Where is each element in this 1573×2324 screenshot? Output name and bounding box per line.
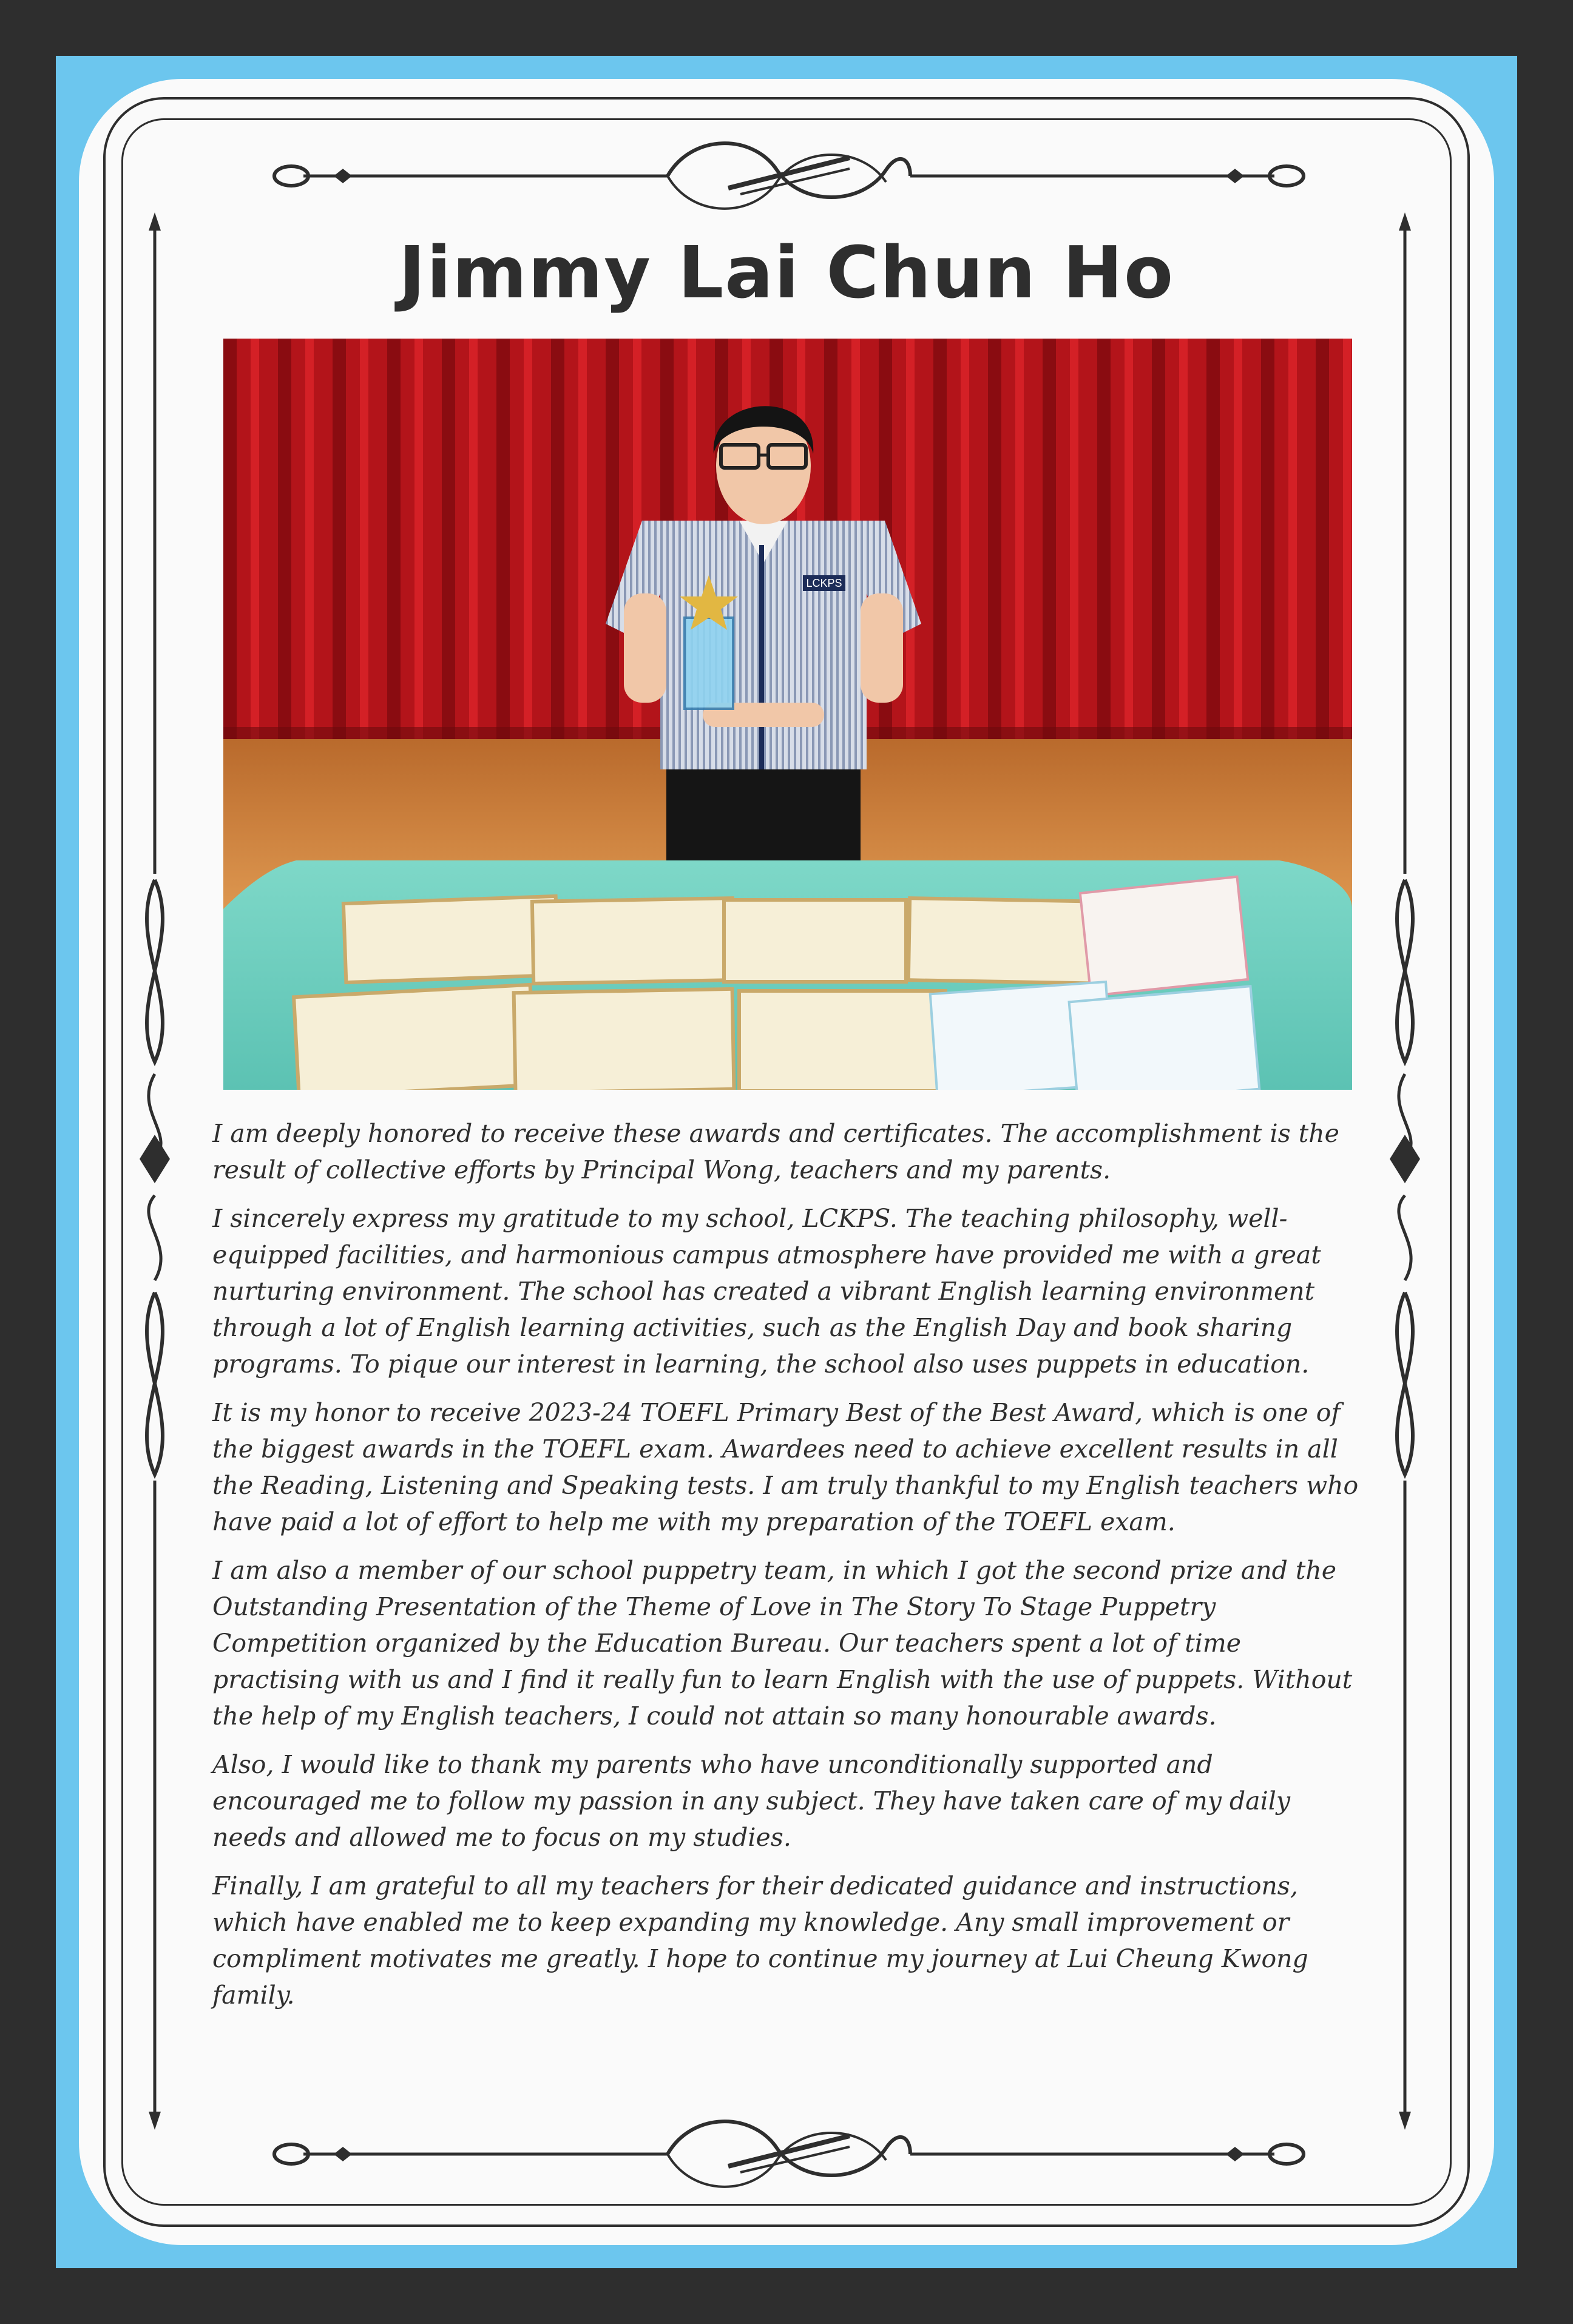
paragraph-toefl-award: It is my honor to receive 2023-24 TOEFL Primary Best of the Best Award, which is one of the biggest awards in the TOEFL exam. Awardees need to achieve excellent results in all the Reading, Listening and Speaking tests. I am truly thankful to my English teachers who have paid a lot of effort to help me with my preparation of the TOEFL exam.	[212, 1398, 1359, 1536]
award-photo	[223, 339, 1352, 1090]
right-side-flourish-icon	[1372, 212, 1438, 2130]
paragraph-parents: Also, I would like to thank my parents who have unconditionally supported and encouraged me to follow my passion in any subject. They have taken care of my daily needs and allowed me to focus on my studies.	[212, 1750, 1290, 1852]
top-flourish-icon	[267, 121, 1311, 231]
bottom-flourish-icon	[267, 2099, 1311, 2209]
corner-square-top-right	[1475, 56, 1517, 98]
photo-illustration	[223, 339, 1352, 1090]
corner-square-bottom-right	[1475, 2226, 1517, 2268]
paragraph-closing: Finally, I am grateful to all my teachers for their dedicated guidance and instructions, which have enabled me to keep expanding my knowledge. Any small improvement or compliment motivates me greatly. I hope to continue my journey at Lui Cheung Kwong family.	[212, 1871, 1308, 2010]
paragraph-puppetry: I am also a member of our school puppetry team, in which I got the second prize and the Outstanding Presentation of the Theme of Love in The Story To Stage Puppetry Competition organized by the Education Bureau. Our teachers spent a lot of time practising with us and I find it really fun to learn English with the use of puppets. Without the help of my English teachers, I could not attain so many honourable awards.	[212, 1556, 1353, 1731]
page-title: Jimmy Lai Chun Ho	[398, 231, 1175, 314]
left-side-flourish-icon	[121, 212, 188, 2130]
corner-square-bottom-left	[56, 2226, 98, 2268]
body-text	[212, 1115, 1365, 2025]
paragraph-school: I sincerely express my gratitude to my school, LCKPS. The teaching philosophy, well-equipped facilities, and harmonious campus atmosphere have provided me with a great nurturing environment. The school has created a vibrant English learning environment through a lot of English learning activities, such as the English Day and book sharing programs. To pique our interest in learning, the school also uses puppets in education.	[212, 1204, 1321, 1379]
corner-square-top-left	[56, 56, 98, 98]
paragraph-gratitude-intro: I am deeply honored to receive these awards and certificates. The accomplishment is the result of collective efforts by Principal Wong, teachers and my parents.	[212, 1119, 1339, 1184]
shirt-badge: LCKPS	[806, 577, 842, 589]
